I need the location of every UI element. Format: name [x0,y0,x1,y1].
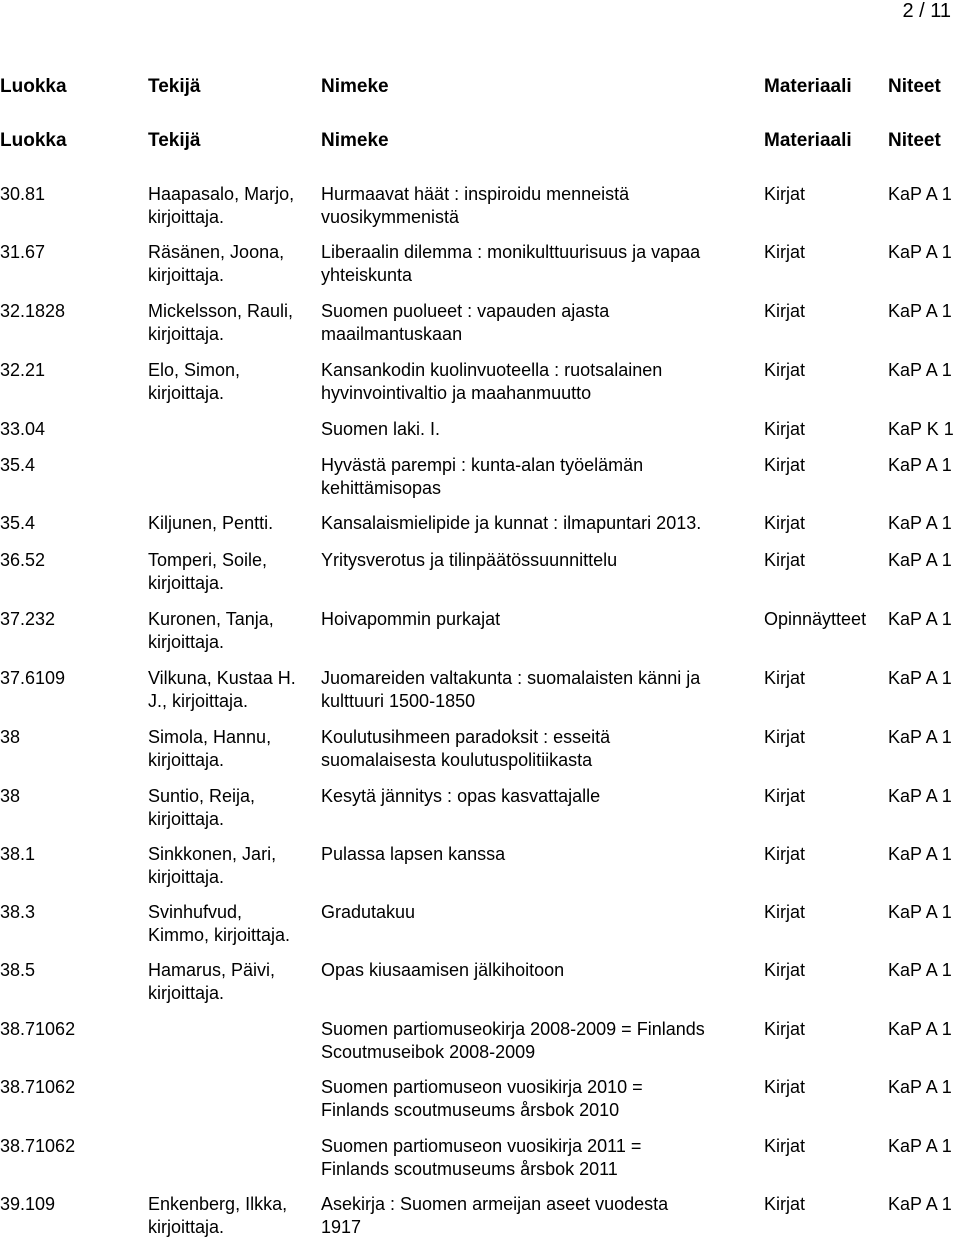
header-title: Nimeke [321,130,389,151]
class-cell: 33.04 [0,419,46,439]
material-cell: Kirjat [764,668,806,688]
notes-cell: KaP A 1 [888,550,952,570]
notes-cell: KaP K 1 [888,419,954,439]
title-cell: Kansankodin kuolinvuoteella : ruotsalainen hyvinvointivaltio ja maahanmuutto [321,360,663,403]
author-cell: Tomperi, Soile, kirjoittaja. [148,550,268,593]
author-cell: Enkenberg, Ilkka, kirjoittaja. [148,1194,288,1237]
material-cell: Kirjat [764,727,806,747]
author-cell: Vilkuna, Kustaa H. J., kirjoittaja. [148,668,296,711]
header-class: Luokka [0,130,67,151]
author-cell: Suntio, Reija, kirjoittaja. [148,786,256,829]
class-cell: 31.67 [0,242,46,262]
class-cell: 38.71062 [0,1019,76,1039]
title-cell: Opas kiusaamisen jälkihoitoon [321,960,565,980]
class-cell: 38.71062 [0,1136,76,1156]
author-cell: Simola, Hannu, kirjoittaja. [148,727,272,770]
page-number: 2 / 11 [902,0,951,22]
material-cell: Kirjat [764,360,806,380]
notes-cell: KaP A 1 [888,844,952,864]
author-cell: Elo, Simon, kirjoittaja. [148,360,241,403]
notes-cell: KaP A 1 [888,455,952,475]
class-cell: 39.109 [0,1194,56,1214]
class-cell: 38 [0,786,21,806]
author-cell: Mickelsson, Rauli, kirjoittaja. [148,301,294,344]
material-cell: Kirjat [764,960,806,980]
material-cell: Kirjat [764,419,806,439]
material-cell: Opinnäytteet [764,609,867,629]
title-cell: Asekirja : Suomen armeijan aseet vuodesta 1917 [321,1194,669,1237]
title-cell: Hurmaavat häät : inspiroidu menneistä vuosikymmenistä [321,184,630,227]
title-cell: Kesytä jännitys : opas kasvattajalle [321,786,601,806]
title-cell: Kansalaismielipide ja kunnat : ilmapuntari 2013. [321,513,702,533]
notes-cell: KaP A 1 [888,1077,952,1097]
title-cell: Yritysverotus ja tilinpäätössuunnittelu [321,550,618,570]
material-cell: Kirjat [764,1019,806,1039]
class-cell: 38.1 [0,844,36,864]
material-cell: Kirjat [764,844,806,864]
notes-cell: KaP A 1 [888,960,952,980]
header-notes: Niteet [888,130,941,151]
table-header [0,129,960,153]
header-notes: Niteet [888,76,941,97]
material-cell: Kirjat [764,242,806,262]
title-cell: Suomen partiomuseon vuosikirja 2011 = Finlands scoutmuseums årsbok 2011 [321,1136,642,1179]
notes-cell: KaP A 1 [888,902,952,922]
header-material: Materiaali [764,76,852,97]
title-cell: Gradutakuu [321,902,416,922]
notes-cell: KaP A 1 [888,184,952,204]
header-author: Tekijä [148,76,201,97]
notes-cell: KaP A 1 [888,513,952,533]
notes-cell: KaP A 1 [888,609,952,629]
class-cell: 35.4 [0,455,36,475]
class-cell: 36.52 [0,550,46,570]
material-cell: Kirjat [764,1136,806,1156]
title-cell: Hyvästä parempi : kunta-alan työelämän kehittämisopas [321,455,644,498]
title-cell: Suomen laki. I. [321,419,441,439]
class-cell: 32.21 [0,360,46,380]
material-cell: Kirjat [764,550,806,570]
class-cell: 38.71062 [0,1077,76,1097]
header-author: Tekijä [148,130,201,151]
header-class: Luokka [0,76,67,97]
notes-cell: KaP A 1 [888,1019,952,1039]
class-cell: 30.81 [0,184,46,204]
author-cell: Räsänen, Joona, kirjoittaja. [148,242,285,285]
notes-cell: KaP A 1 [888,1194,952,1214]
class-cell: 38.3 [0,902,36,922]
notes-cell: KaP A 1 [888,242,952,262]
title-cell: Juomareiden valtakunta : suomalaisten känni ja kulttuuri 1500-1850 [321,668,701,711]
author-cell: Kiljunen, Pentti. [148,513,274,533]
notes-cell: KaP A 1 [888,1136,952,1156]
author-cell: Kuronen, Tanja, kirjoittaja. [148,609,274,652]
title-cell: Pulassa lapsen kanssa [321,844,506,864]
title-cell: Koulutusihmeen paradoksit : esseitä suomalaisesta koulutuspolitiikasta [321,727,611,770]
title-cell: Hoivapommin purkajat [321,609,501,629]
header-title: Nimeke [321,76,389,97]
class-cell: 38.5 [0,960,36,980]
class-cell: 37.232 [0,609,56,629]
material-cell: Kirjat [764,1077,806,1097]
class-cell: 32.1828 [0,301,66,321]
notes-cell: KaP A 1 [888,786,952,806]
title-cell: Suomen partiomuseon vuosikirja 2010 = Finlands scoutmuseums årsbok 2010 [321,1077,643,1120]
title-cell: Suomen puolueet : vapauden ajasta maailmantuskaan [321,301,610,344]
class-cell: 38 [0,727,21,747]
material-cell: Kirjat [764,786,806,806]
material-cell: Kirjat [764,513,806,533]
notes-cell: KaP A 1 [888,727,952,747]
notes-cell: KaP A 1 [888,360,952,380]
material-cell: Kirjat [764,184,806,204]
material-cell: Kirjat [764,902,806,922]
author-cell: Hamarus, Päivi, kirjoittaja. [148,960,276,1003]
notes-cell: KaP A 1 [888,301,952,321]
header-material: Materiaali [764,130,852,151]
table-header [0,75,960,99]
title-cell: Suomen partiomuseokirja 2008-2009 = Finlands Scoutmuseibok 2008-2009 [321,1019,705,1062]
author-cell: Sinkkonen, Jari, kirjoittaja. [148,844,277,887]
class-cell: 37.6109 [0,668,66,688]
author-cell: Svinhufvud, Kimmo, kirjoittaja. [148,902,291,945]
notes-cell: KaP A 1 [888,668,952,688]
class-cell: 35.4 [0,513,36,533]
author-cell: Haapasalo, Marjo, kirjoittaja. [148,184,295,227]
material-cell: Kirjat [764,455,806,475]
material-cell: Kirjat [764,301,806,321]
title-cell: Liberaalin dilemma : monikulttuurisuus ja vapaa yhteiskunta [321,242,701,285]
material-cell: Kirjat [764,1194,806,1214]
